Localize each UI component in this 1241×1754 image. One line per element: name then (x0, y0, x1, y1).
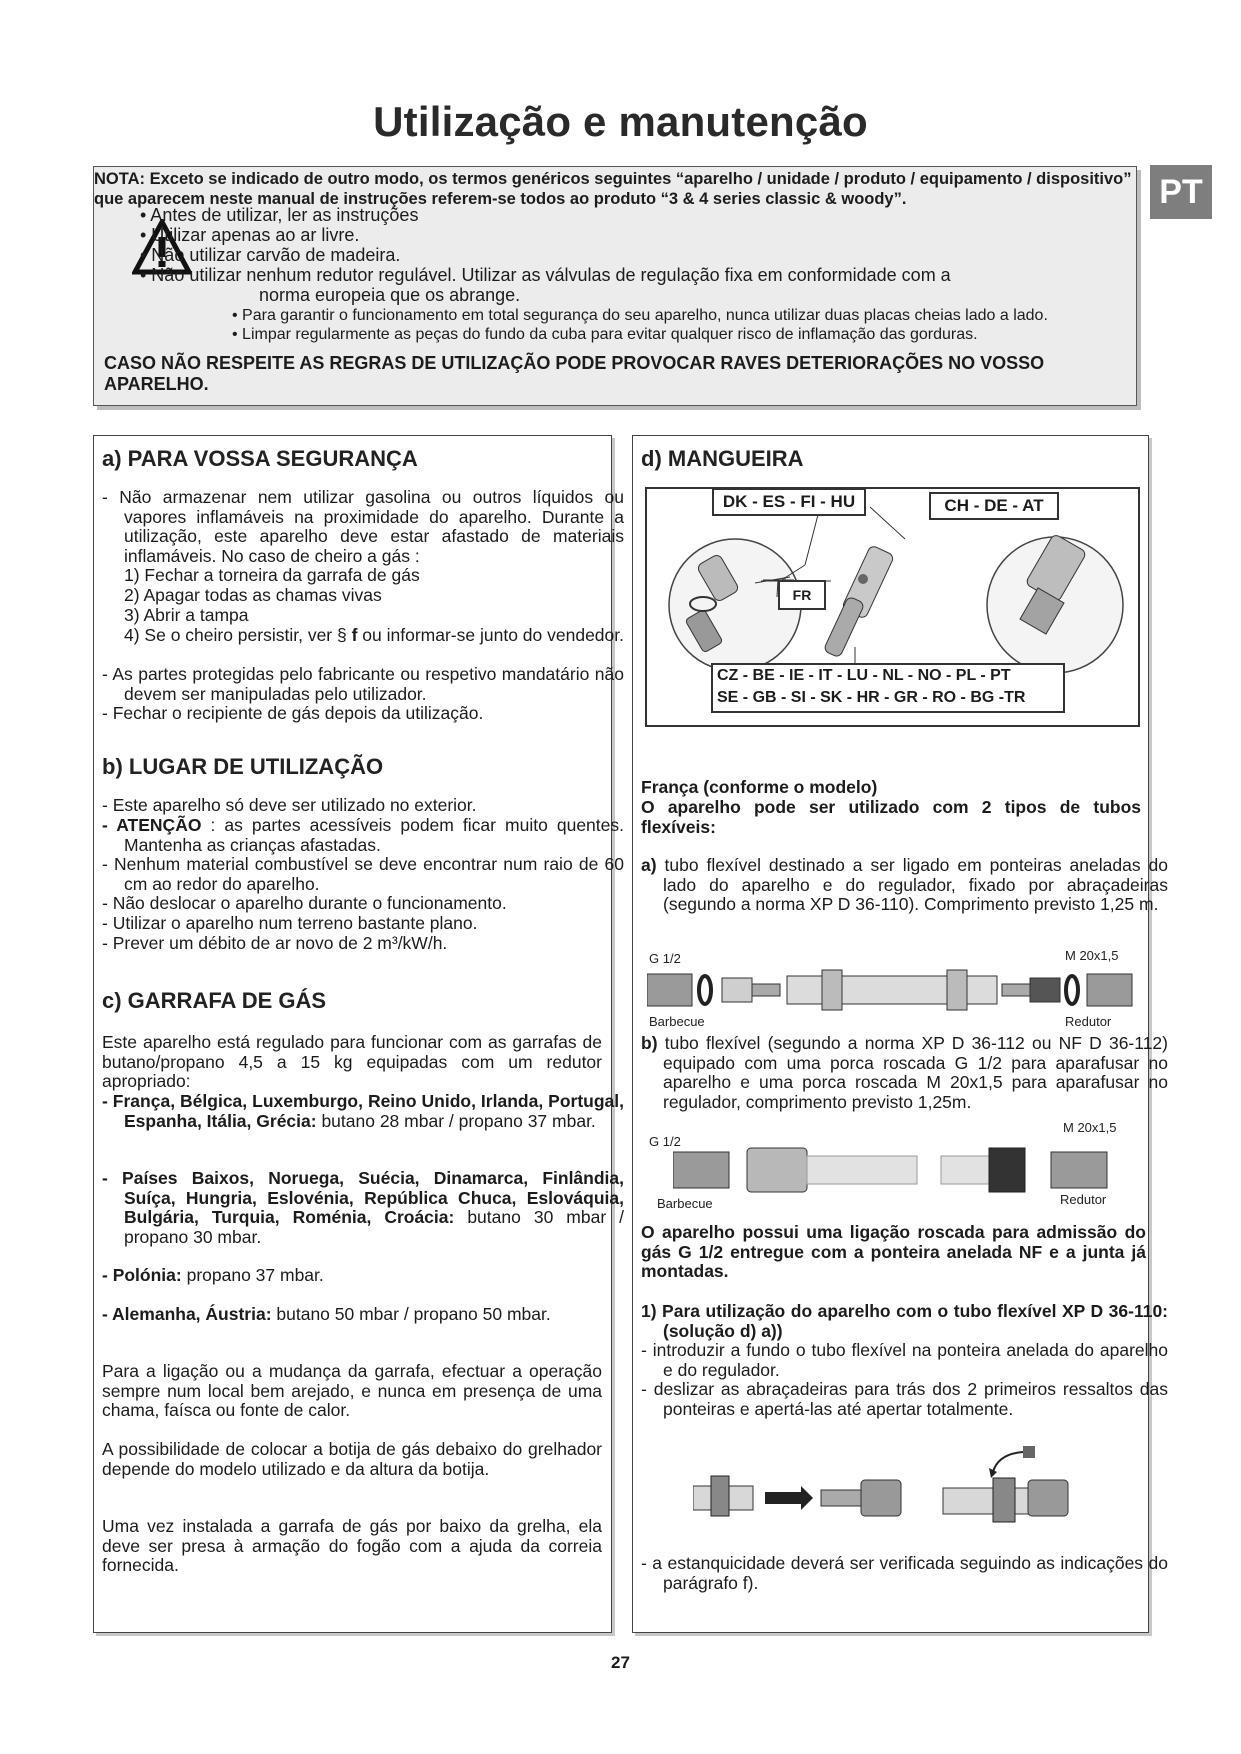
section-a-item-1: - Não armazenar nem utilizar gasolina ou outros líquidos ou vapores inflamáveis na proximidade do aparelho. Durante a utilização, este aparelho deve estar afastado de materiais inflamáveis. No caso de cheiro a gás : (102, 487, 624, 566)
section-d-heading: d) MANGUEIRA (641, 446, 804, 471)
country-code-ch: CH - DE - AT (929, 492, 1059, 520)
section-b-item-3: - Nenhum material combustível se deve encontrar num raio de 60 cm ao redor do aparelho. (102, 854, 624, 894)
language-tab: PT (1150, 165, 1212, 219)
section-b-item-1: - Este aparelho só deve ser utilizado no exterior. (102, 795, 477, 815)
use-step-3: - a estanquicidade deverá ser verificada seguindo as indicações do parágrafo f). (641, 1553, 1168, 1593)
section-c-para-3: A possibilidade de colocar a botija de gás debaixo do grelhador depende do modelo utilizado e da altura da botija. (102, 1439, 602, 1479)
note-bullet-3: • Não utilizar carvão de madeira. (140, 245, 401, 265)
clamp-diagram (693, 1446, 1093, 1526)
section-c-countries-4: - Alemanha, Áustria: butano 50 mbar / propano 50 mbar. (102, 1304, 551, 1324)
country-code-fr: FR (778, 580, 826, 610)
section-b-item-5: - Utilizar o aparelho num terreno bastante plano. (102, 913, 478, 933)
note-bullet-1: • Antes de utilizar, ler as instruções (140, 205, 419, 225)
hose-a-diagram (647, 966, 1137, 1014)
section-b-item-6: - Prever um débito de ar novo de 2 m³/kW/h. (102, 933, 448, 953)
section-b-item-4: - Não deslocar o aparelho durante o funcionamento. (102, 893, 507, 913)
france-heading: França (conforme o modelo) (641, 777, 878, 797)
section-a-step-3: 3) Abrir a tampa (124, 605, 249, 625)
section-a-item-3: - Fechar o recipiente de gás depois da utilização. (102, 703, 484, 723)
section-c-countries-3: - Polónia: propano 37 mbar. (102, 1265, 324, 1285)
use-step-1: - introduzir a fundo o tubo flexível na ponteira anelada do aparelho e do regulador. (641, 1340, 1168, 1380)
label-redutor-a: Redutor (1065, 1014, 1112, 1029)
hose-type-b: b) tubo flexível (segundo a norma XP D 36-112 ou NF D 36-112) equipado com uma porca roscada G 1/2 para aparafusar no aparelho e uma porca roscada M 20x1,5 para aparafusar no regulador, comprimento previsto 1,25m. (641, 1033, 1168, 1112)
connection-note: O aparelho possui uma ligação roscada para admissão do gás G 1/2 entregue com a ponteira anelada NF e a junta já montadas. (641, 1222, 1146, 1282)
section-a-step-4: 4) Se o cheiro persistir, ver § f ou informar-se junto do vendedor. (124, 625, 624, 645)
country-code-dk: DK - ES - FI - HU (712, 488, 866, 516)
use-heading: 1) Para utilização do aparelho com o tubo flexível XP D 36-110: (solução d) a)) (641, 1301, 1168, 1341)
note-small-bullet-1: • Para garantir o funcionamento em total segurança do seu aparelho, nunca utilizar duas placas cheias lado a lado. (232, 307, 1048, 324)
label-m20-a: M 20x1,5 (1065, 948, 1119, 963)
left-column (93, 435, 624, 1633)
label-g12-b: G 1/2 (649, 1134, 681, 1149)
section-c-countries-1: - França, Bélgica, Luxemburgo, Reino Unido, Irlanda, Portugal, Espanha, Itália, Grécia: butano 28 mbar / propano 37 mbar. (102, 1091, 624, 1131)
section-a-heading: a) PARA VOSSA SEGURANÇA (102, 446, 418, 471)
page-title: Utilização e manutenção (373, 98, 868, 145)
label-m20-b: M 20x1,5 (1063, 1120, 1117, 1135)
note-box (93, 166, 1137, 406)
note-warning: CASO NÃO RESPEITE AS REGRAS DE UTILIZAÇÃO PODE PROVOCAR RAVES DETERIORAÇÕES NO VOSSO APARELHO. (104, 353, 1045, 394)
note-bullet-4-cont: norma europeia que os abrange. (259, 285, 521, 305)
country-code-group (711, 663, 1065, 713)
note-intro: NOTA: Exceto se indicado de outro modo, os termos genéricos seguintes “aparelho / unidade / produto / equipamento / dispositivo” que aparecem neste manual de instruções referem-se todos ao produto “3 & 4 series classic & woody”. (94, 170, 1132, 208)
section-b-heading: b) LUGAR DE UTILIZAÇÃO (102, 754, 384, 779)
country-code-row-2: SE - GB - SI - SK - HR - GR - RO - BG -TR (717, 689, 1026, 706)
section-a-item-2: - As partes protegidas pelo fabricante ou respetivo mandatário não devem ser manipuladas pelo utilizador. (102, 664, 624, 704)
section-c-para-2: Para a ligação ou a mudança da garrafa, efectuar a operação sempre num local bem arejado, e nunca em presença de uma chama, faísca ou fonte de calor. (102, 1361, 602, 1421)
france-subheading: O aparelho pode ser utilizado com 2 tipos de tubos flexíveis: (641, 797, 1141, 837)
page-number: 27 (611, 1653, 630, 1672)
section-c-countries-2: - Países Baixos, Noruega, Suécia, Dinamarca, Finlândia, Suíça, Hungria, Eslovénia, República Chuca, Eslováquia, Bulgária, Turquia, Roménia, Croácia: butano 30 mbar / propano 30 mbar. (102, 1168, 624, 1247)
country-code-row-1: CZ - BE - IE - IT - LU - NL - NO - PL - PT (717, 667, 1011, 684)
label-g12-a: G 1/2 (649, 951, 681, 966)
section-b-item-2: - ATENÇÃO : as partes acessíveis podem ficar muito quentes. Mantenha as crianças afastadas. (102, 815, 624, 855)
note-bullet-4: • Não utilizar nenhum redutor regulável. Utilizar as válvulas de regulação fixa em conformidade com a (140, 265, 951, 285)
hose-b-diagram (673, 1146, 1113, 1194)
use-step-2: - deslizar as abraçadeiras para trás dos 2 primeiros ressaltos das ponteiras e apertá-las até apertar totalmente. (641, 1379, 1168, 1419)
note-bullet-2: • Utilizar apenas ao ar livre. (140, 225, 360, 245)
section-c-intro: Este aparelho está regulado para funcionar com as garrafas de butano/propano 4,5 a 15 kg equipadas com um redutor apropriado: (102, 1032, 602, 1092)
label-barbecue-a: Barbecue (649, 1014, 705, 1029)
section-c-heading: c) GARRAFA DE GÁS (102, 988, 327, 1013)
hose-type-a: a) tubo flexível destinado a ser ligado em ponteiras aneladas do lado do aparelho e do regulador, fixado por abraçadeiras (segundo a norma XP D 36-110). Comprimento previsto 1,25 m. (641, 855, 1168, 915)
section-a-step-1: 1) Fechar a torneira da garrafa de gás (124, 565, 420, 585)
section-c-para-4: Uma vez instalada a garrafa de gás por baixo da grelha, ela deve ser presa à armação do fogão com a ajuda da correia fornecida. (102, 1516, 602, 1576)
section-a-step-2: 2) Apagar todas as chamas vivas (124, 585, 382, 605)
right-column (632, 435, 1168, 1633)
label-barbecue-b: Barbecue (657, 1196, 713, 1211)
note-small-bullet-2: • Limpar regularmente as peças do fundo da cuba para evitar qualquer risco de inflamação das gorduras. (232, 326, 978, 343)
label-redutor-b: Redutor (1060, 1192, 1107, 1207)
